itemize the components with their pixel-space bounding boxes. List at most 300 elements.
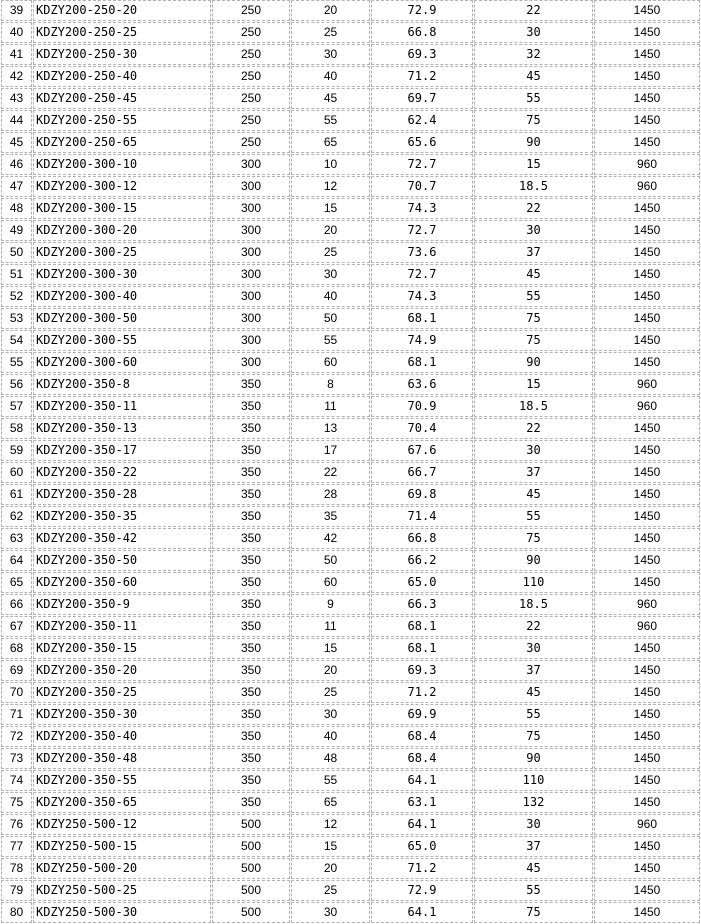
head-cell: 11	[291, 616, 370, 637]
table-row	[1, 88, 700, 109]
speed-cell: 1450	[594, 418, 700, 439]
speed-cell: 1450	[594, 858, 700, 879]
head-cell: 13	[291, 418, 370, 439]
row-number: 58	[1, 418, 32, 439]
table-row	[1, 418, 700, 439]
power-cell: 37	[474, 462, 593, 483]
table-row	[1, 264, 700, 285]
head-cell: 25	[291, 682, 370, 703]
row-number: 78	[1, 858, 32, 879]
head-cell: 50	[291, 308, 370, 329]
speed-cell: 1450	[594, 902, 700, 923]
efficiency-cell: 65.6	[371, 132, 473, 153]
power-cell: 55	[474, 704, 593, 725]
efficiency-cell: 72.7	[371, 264, 473, 285]
speed-cell: 1450	[594, 726, 700, 747]
power-cell: 55	[474, 88, 593, 109]
efficiency-cell: 63.6	[371, 374, 473, 395]
model-cell: KDZY200-250-25	[33, 22, 211, 43]
head-cell: 12	[291, 814, 370, 835]
flow-cell: 300	[212, 220, 290, 241]
efficiency-cell: 74.3	[371, 286, 473, 307]
speed-cell: 1450	[594, 704, 700, 725]
model-cell: KDZY200-350-11	[33, 616, 211, 637]
power-cell: 45	[474, 264, 593, 285]
flow-cell: 350	[212, 572, 290, 593]
power-cell: 75	[474, 726, 593, 747]
model-cell: KDZY200-350-9	[33, 594, 211, 615]
model-cell: KDZY200-300-10	[33, 154, 211, 175]
table-row	[1, 242, 700, 263]
flow-cell: 250	[212, 66, 290, 87]
head-cell: 30	[291, 44, 370, 65]
head-cell: 15	[291, 198, 370, 219]
speed-cell: 1450	[594, 330, 700, 351]
speed-cell: 1450	[594, 572, 700, 593]
speed-cell: 960	[594, 154, 700, 175]
head-cell: 10	[291, 154, 370, 175]
row-number: 54	[1, 330, 32, 351]
speed-cell: 1450	[594, 242, 700, 263]
efficiency-cell: 72.7	[371, 220, 473, 241]
head-cell: 60	[291, 352, 370, 373]
power-cell: 37	[474, 242, 593, 263]
efficiency-cell: 72.9	[371, 880, 473, 901]
flow-cell: 300	[212, 308, 290, 329]
power-cell: 55	[474, 880, 593, 901]
flow-cell: 350	[212, 418, 290, 439]
efficiency-cell: 66.8	[371, 528, 473, 549]
efficiency-cell: 68.4	[371, 726, 473, 747]
speed-cell: 1450	[594, 0, 700, 21]
model-cell: KDZY200-300-60	[33, 352, 211, 373]
model-cell: KDZY200-350-40	[33, 726, 211, 747]
table-row	[1, 308, 700, 329]
row-number: 71	[1, 704, 32, 725]
model-cell: KDZY200-350-42	[33, 528, 211, 549]
power-cell: 90	[474, 132, 593, 153]
table-row	[1, 858, 700, 879]
efficiency-cell: 62.4	[371, 110, 473, 131]
row-number: 61	[1, 484, 32, 505]
speed-cell: 1450	[594, 110, 700, 131]
efficiency-cell: 70.7	[371, 176, 473, 197]
head-cell: 48	[291, 748, 370, 769]
power-cell: 45	[474, 858, 593, 879]
flow-cell: 350	[212, 550, 290, 571]
model-cell: KDZY200-350-28	[33, 484, 211, 505]
head-cell: 25	[291, 880, 370, 901]
head-cell: 60	[291, 572, 370, 593]
efficiency-cell: 70.4	[371, 418, 473, 439]
power-cell: 110	[474, 572, 593, 593]
efficiency-cell: 71.2	[371, 682, 473, 703]
head-cell: 12	[291, 176, 370, 197]
model-cell: KDZY250-500-25	[33, 880, 211, 901]
table-row	[1, 286, 700, 307]
efficiency-cell: 66.8	[371, 22, 473, 43]
model-cell: KDZY200-350-15	[33, 638, 211, 659]
row-number: 69	[1, 660, 32, 681]
model-cell: KDZY200-350-13	[33, 418, 211, 439]
flow-cell: 500	[212, 858, 290, 879]
head-cell: 30	[291, 264, 370, 285]
efficiency-cell: 71.2	[371, 858, 473, 879]
table-row	[1, 594, 700, 615]
table-row	[1, 550, 700, 571]
power-cell: 75	[474, 902, 593, 923]
table-row	[1, 44, 700, 65]
model-cell: KDZY200-300-40	[33, 286, 211, 307]
head-cell: 28	[291, 484, 370, 505]
row-number: 74	[1, 770, 32, 791]
flow-cell: 500	[212, 814, 290, 835]
row-number: 60	[1, 462, 32, 483]
flow-cell: 350	[212, 770, 290, 791]
model-cell: KDZY250-500-12	[33, 814, 211, 835]
power-cell: 75	[474, 110, 593, 131]
efficiency-cell: 69.3	[371, 660, 473, 681]
efficiency-cell: 68.4	[371, 748, 473, 769]
model-cell: KDZY200-350-50	[33, 550, 211, 571]
table-row	[1, 220, 700, 241]
speed-cell: 1450	[594, 528, 700, 549]
model-cell: KDZY200-350-60	[33, 572, 211, 593]
power-cell: 132	[474, 792, 593, 813]
flow-cell: 300	[212, 198, 290, 219]
flow-cell: 300	[212, 286, 290, 307]
flow-cell: 300	[212, 242, 290, 263]
efficiency-cell: 67.6	[371, 440, 473, 461]
row-number: 41	[1, 44, 32, 65]
table-row	[1, 814, 700, 835]
head-cell: 65	[291, 132, 370, 153]
row-number: 43	[1, 88, 32, 109]
power-cell: 37	[474, 660, 593, 681]
head-cell: 9	[291, 594, 370, 615]
head-cell: 15	[291, 836, 370, 857]
model-cell: KDZY200-300-20	[33, 220, 211, 241]
head-cell: 35	[291, 506, 370, 527]
power-cell: 37	[474, 836, 593, 857]
speed-cell: 1450	[594, 748, 700, 769]
model-cell: KDZY200-350-55	[33, 770, 211, 791]
model-cell: KDZY250-500-15	[33, 836, 211, 857]
row-number: 80	[1, 902, 32, 923]
row-number: 57	[1, 396, 32, 417]
flow-cell: 350	[212, 528, 290, 549]
row-number: 64	[1, 550, 32, 571]
efficiency-cell: 63.1	[371, 792, 473, 813]
head-cell: 8	[291, 374, 370, 395]
speed-cell: 960	[594, 616, 700, 637]
efficiency-cell: 73.6	[371, 242, 473, 263]
speed-cell: 1450	[594, 550, 700, 571]
power-cell: 30	[474, 22, 593, 43]
flow-cell: 350	[212, 616, 290, 637]
model-cell: KDZY200-250-30	[33, 44, 211, 65]
model-cell: KDZY200-350-65	[33, 792, 211, 813]
speed-cell: 1450	[594, 88, 700, 109]
speed-cell: 1450	[594, 198, 700, 219]
table-row	[1, 528, 700, 549]
table-row	[1, 638, 700, 659]
efficiency-cell: 69.7	[371, 88, 473, 109]
model-cell: KDZY200-250-65	[33, 132, 211, 153]
speed-cell: 1450	[594, 22, 700, 43]
efficiency-cell: 68.1	[371, 308, 473, 329]
model-cell: KDZY200-250-45	[33, 88, 211, 109]
power-cell: 30	[474, 440, 593, 461]
model-cell: KDZY200-350-11	[33, 396, 211, 417]
row-number: 47	[1, 176, 32, 197]
table-row	[1, 616, 700, 637]
head-cell: 22	[291, 462, 370, 483]
head-cell: 11	[291, 396, 370, 417]
flow-cell: 350	[212, 374, 290, 395]
efficiency-cell: 68.1	[371, 616, 473, 637]
model-cell: KDZY200-350-30	[33, 704, 211, 725]
efficiency-cell: 64.1	[371, 814, 473, 835]
model-cell: KDZY200-350-35	[33, 506, 211, 527]
flow-cell: 250	[212, 88, 290, 109]
efficiency-cell: 71.4	[371, 506, 473, 527]
power-cell: 75	[474, 528, 593, 549]
efficiency-cell: 66.2	[371, 550, 473, 571]
speed-cell: 1450	[594, 660, 700, 681]
power-cell: 55	[474, 506, 593, 527]
row-number: 63	[1, 528, 32, 549]
power-cell: 55	[474, 286, 593, 307]
table-row	[1, 770, 700, 791]
speed-cell: 1450	[594, 880, 700, 901]
speed-cell: 1450	[594, 506, 700, 527]
flow-cell: 350	[212, 484, 290, 505]
row-number: 46	[1, 154, 32, 175]
flow-cell: 300	[212, 352, 290, 373]
model-cell: KDZY200-250-20	[33, 0, 211, 21]
model-cell: KDZY200-350-20	[33, 660, 211, 681]
power-cell: 30	[474, 638, 593, 659]
flow-cell: 350	[212, 748, 290, 769]
efficiency-cell: 66.3	[371, 594, 473, 615]
table-row	[1, 726, 700, 747]
flow-cell: 350	[212, 704, 290, 725]
row-number: 59	[1, 440, 32, 461]
flow-cell: 250	[212, 0, 290, 21]
speed-cell: 1450	[594, 220, 700, 241]
head-cell: 20	[291, 660, 370, 681]
table-row	[1, 506, 700, 527]
row-number: 65	[1, 572, 32, 593]
head-cell: 25	[291, 22, 370, 43]
row-number: 49	[1, 220, 32, 241]
speed-cell: 1450	[594, 308, 700, 329]
power-cell: 90	[474, 550, 593, 571]
speed-cell: 1450	[594, 264, 700, 285]
head-cell: 55	[291, 770, 370, 791]
model-cell: KDZY250-500-20	[33, 858, 211, 879]
head-cell: 55	[291, 110, 370, 131]
flow-cell: 500	[212, 880, 290, 901]
table-row	[1, 132, 700, 153]
head-cell: 42	[291, 528, 370, 549]
model-cell: KDZY200-350-17	[33, 440, 211, 461]
speed-cell: 960	[594, 814, 700, 835]
table-row	[1, 154, 700, 175]
head-cell: 20	[291, 0, 370, 21]
table-row	[1, 792, 700, 813]
head-cell: 30	[291, 704, 370, 725]
flow-cell: 350	[212, 396, 290, 417]
power-cell: 15	[474, 374, 593, 395]
flow-cell: 350	[212, 726, 290, 747]
head-cell: 30	[291, 902, 370, 923]
row-number: 68	[1, 638, 32, 659]
flow-cell: 300	[212, 176, 290, 197]
row-number: 77	[1, 836, 32, 857]
flow-cell: 350	[212, 638, 290, 659]
speed-cell: 1450	[594, 770, 700, 791]
efficiency-cell: 70.9	[371, 396, 473, 417]
power-cell: 75	[474, 330, 593, 351]
flow-cell: 500	[212, 836, 290, 857]
speed-cell: 1450	[594, 836, 700, 857]
power-cell: 45	[474, 484, 593, 505]
head-cell: 15	[291, 638, 370, 659]
table-row	[1, 880, 700, 901]
head-cell: 50	[291, 550, 370, 571]
row-number: 75	[1, 792, 32, 813]
power-cell: 22	[474, 0, 593, 21]
speed-cell: 1450	[594, 792, 700, 813]
speed-cell: 1450	[594, 44, 700, 65]
flow-cell: 350	[212, 462, 290, 483]
row-number: 48	[1, 198, 32, 219]
table-row	[1, 330, 700, 351]
speed-cell: 1450	[594, 462, 700, 483]
model-cell: KDZY200-300-30	[33, 264, 211, 285]
table-row	[1, 110, 700, 131]
efficiency-cell: 72.9	[371, 0, 473, 21]
power-cell: 45	[474, 66, 593, 87]
power-cell: 32	[474, 44, 593, 65]
speed-cell: 1450	[594, 286, 700, 307]
flow-cell: 250	[212, 110, 290, 131]
table-row	[1, 836, 700, 857]
row-number: 52	[1, 286, 32, 307]
table-row	[1, 352, 700, 373]
efficiency-cell: 72.7	[371, 154, 473, 175]
row-number: 50	[1, 242, 32, 263]
speed-cell: 960	[594, 176, 700, 197]
power-cell: 22	[474, 616, 593, 637]
row-number: 79	[1, 880, 32, 901]
table-row	[1, 66, 700, 87]
row-number: 51	[1, 264, 32, 285]
row-number: 67	[1, 616, 32, 637]
speed-cell: 1450	[594, 440, 700, 461]
row-number: 55	[1, 352, 32, 373]
table-row	[1, 22, 700, 43]
model-cell: KDZY200-300-25	[33, 242, 211, 263]
model-cell: KDZY200-300-12	[33, 176, 211, 197]
model-cell: KDZY200-350-8	[33, 374, 211, 395]
head-cell: 55	[291, 330, 370, 351]
table-body	[1, 0, 700, 923]
head-cell: 20	[291, 220, 370, 241]
table-row	[1, 374, 700, 395]
flow-cell: 250	[212, 44, 290, 65]
efficiency-cell: 64.1	[371, 770, 473, 791]
table-row	[1, 0, 700, 21]
table-row	[1, 440, 700, 461]
flow-cell: 350	[212, 506, 290, 527]
table-row	[1, 748, 700, 769]
efficiency-cell: 68.1	[371, 352, 473, 373]
speed-cell: 1450	[594, 484, 700, 505]
efficiency-cell: 65.0	[371, 572, 473, 593]
model-cell: KDZY200-350-22	[33, 462, 211, 483]
speed-cell: 1450	[594, 132, 700, 153]
flow-cell: 500	[212, 902, 290, 923]
flow-cell: 350	[212, 660, 290, 681]
table-row	[1, 198, 700, 219]
table-row	[1, 572, 700, 593]
model-cell: KDZY200-300-55	[33, 330, 211, 351]
efficiency-cell: 74.3	[371, 198, 473, 219]
power-cell: 75	[474, 308, 593, 329]
efficiency-cell: 68.1	[371, 638, 473, 659]
flow-cell: 300	[212, 264, 290, 285]
flow-cell: 250	[212, 132, 290, 153]
model-cell: KDZY200-300-50	[33, 308, 211, 329]
table-row	[1, 484, 700, 505]
efficiency-cell: 64.1	[371, 902, 473, 923]
row-number: 42	[1, 66, 32, 87]
speed-cell: 960	[594, 374, 700, 395]
model-cell: KDZY200-250-40	[33, 66, 211, 87]
speed-cell: 1450	[594, 682, 700, 703]
model-cell: KDZY200-350-25	[33, 682, 211, 703]
power-cell: 30	[474, 814, 593, 835]
row-number: 56	[1, 374, 32, 395]
flow-cell: 300	[212, 330, 290, 351]
power-cell: 110	[474, 770, 593, 791]
model-cell: KDZY200-300-15	[33, 198, 211, 219]
power-cell: 45	[474, 682, 593, 703]
flow-cell: 300	[212, 154, 290, 175]
power-cell: 18.5	[474, 594, 593, 615]
flow-cell: 350	[212, 682, 290, 703]
head-cell: 40	[291, 286, 370, 307]
efficiency-cell: 74.9	[371, 330, 473, 351]
row-number: 53	[1, 308, 32, 329]
speed-cell: 1450	[594, 352, 700, 373]
flow-cell: 350	[212, 440, 290, 461]
power-cell: 15	[474, 154, 593, 175]
efficiency-cell: 69.9	[371, 704, 473, 725]
efficiency-cell: 69.3	[371, 44, 473, 65]
flow-cell: 250	[212, 22, 290, 43]
table-row	[1, 176, 700, 197]
efficiency-cell: 66.7	[371, 462, 473, 483]
table-row	[1, 396, 700, 417]
head-cell: 17	[291, 440, 370, 461]
power-cell: 22	[474, 418, 593, 439]
row-number: 44	[1, 110, 32, 131]
head-cell: 20	[291, 858, 370, 879]
